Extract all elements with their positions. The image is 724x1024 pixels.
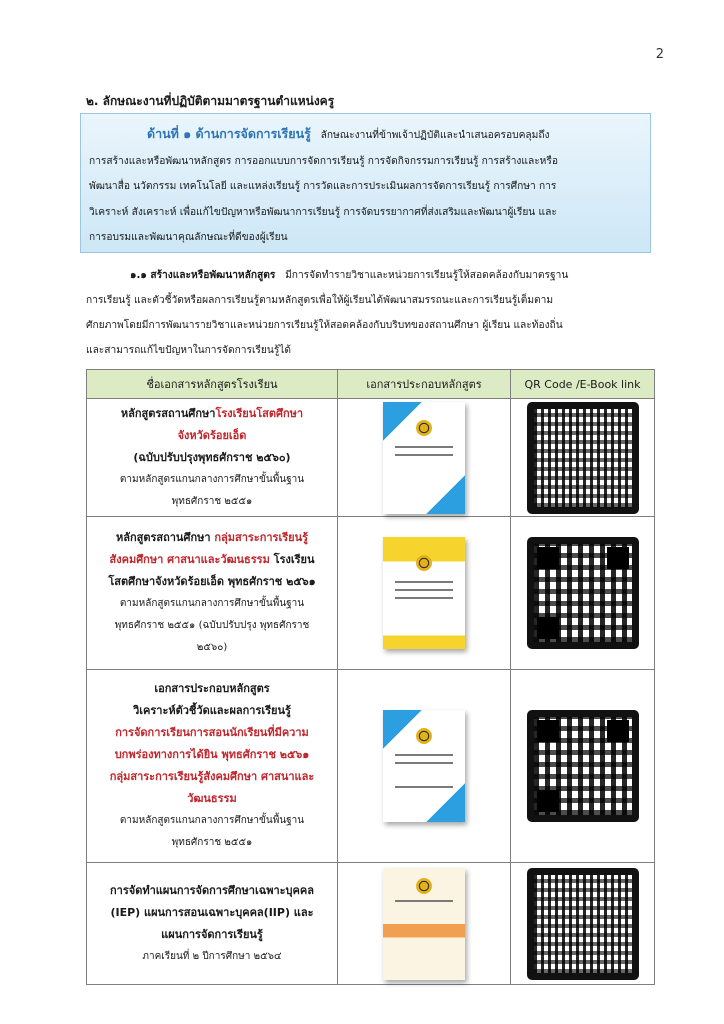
- intro-line-1: การเรียนรู้ และตัวชี้วัดหรือผลการเรียนรู้ตามหลักสูตรเพื่อให้ผู้เรียนได้พัฒนาสมรรถนะและการเรียนรู้เต็มตาม: [86, 295, 554, 306]
- school-emblem-icon: [416, 555, 432, 571]
- table-header-row: [87, 370, 655, 399]
- title-text-red: โรงเรียนโสตศึกษา: [215, 406, 304, 420]
- intro-paragraph: [86, 263, 654, 363]
- row-cover-cell: [338, 399, 511, 517]
- title-line: บกพร่องทางการได้ยิน พุทธศักราช ๒๕๖๑: [114, 748, 310, 761]
- header-document-name: ชื่อเอกสารหลักสูตรโรงเรียน: [87, 370, 338, 399]
- page-number: 2: [655, 47, 664, 62]
- title-line: จังหวัดร้อยเอ็ด: [177, 428, 247, 442]
- aspect-first-line: [89, 121, 642, 149]
- school-emblem-icon: [416, 420, 432, 436]
- title-text: โรงเรียน: [269, 553, 315, 566]
- intro-lead: ๑.๑ สร้างและหรือพัฒนาหลักสูตร: [130, 270, 276, 281]
- row-title-cell: [87, 670, 338, 863]
- title-line: (ฉบับปรับปรุงพุทธศักราช ๒๕๖๐): [133, 450, 291, 464]
- document-cover-image[interactable]: [383, 402, 465, 514]
- title-line: วิเคราะห์ตัวชี้วัดและผลการเรียนรู้: [133, 704, 291, 717]
- title-line: [87, 549, 337, 571]
- title-line: ตามหลักสูตรแกนกลางการศึกษาขั้นพื้นฐาน: [119, 473, 305, 485]
- title-line: โสตศึกษาจังหวัดร้อยเอ็ด พุทธศักราช ๒๕๖๑: [108, 575, 316, 588]
- title-text-red: กลุ่มสาระการเรียนรู้: [214, 531, 309, 544]
- row-qr-cell: [511, 863, 655, 985]
- title-text-red: สังคมศึกษา ศาสนาและวัฒนธรรม: [109, 553, 270, 566]
- aspect-line-0: ลักษณะงานที่ข้าพเจ้าปฏิบัติและนำเสนอครอบคลุมถึง: [320, 130, 550, 141]
- intro-line-0: มีการจัดทำรายวิชาและหน่วยการเรียนรู้ให้สอดคล้องกับมาตรฐาน: [285, 270, 569, 281]
- title-line: [87, 527, 337, 549]
- title-text: หลักสูตรสถานศึกษา: [115, 531, 215, 544]
- section-heading: ๒. ลักษณะงานที่ปฏิบัติตามมาตรฐานตำแหน่งครู: [86, 94, 335, 108]
- table-row: [87, 399, 655, 517]
- title-line: พุทธศักราช ๒๕๕๑ (ฉบับปรับปรุง พุทธศักราช: [114, 620, 310, 631]
- intro-first-line: [86, 263, 654, 288]
- title-line: การจัดทำแผนการจัดการศึกษาเฉพาะบุคคล: [110, 883, 314, 897]
- header-qr-link: QR Code /E-Book link: [511, 370, 655, 399]
- qr-code-image[interactable]: [527, 402, 639, 514]
- title-line: (IEP) แผนการสอนเฉพาะบุคคล(IIP) และ: [110, 905, 314, 919]
- document-cover-image[interactable]: [383, 537, 465, 649]
- aspect-line-4: การอบรมและพัฒนาคุณลักษณะที่ดีของผู้เรียน: [89, 232, 288, 243]
- title-line: ตามหลักสูตรแกนกลางการศึกษาขั้นพื้นฐาน: [119, 598, 305, 609]
- table-row: [87, 670, 655, 863]
- row-title-cell: [87, 399, 338, 517]
- title-text: หลักสูตรสถานศึกษา: [120, 406, 216, 420]
- qr-code-image[interactable]: [527, 868, 639, 980]
- aspect-title: ด้านที่ ๑ ด้านการจัดการเรียนรู้: [147, 126, 311, 141]
- row-title-cell: [87, 863, 338, 985]
- aspect-line-1: การสร้างและหรือพัฒนาหลักสูตร การออกแบบการจัดการเรียนรู้ การจัดกิจกรรมการเรียนรู้ การสร้างและหรือ: [89, 155, 558, 167]
- qr-code-image[interactable]: [527, 710, 639, 822]
- aspect-line-3: วิเคราะห์ สังเคราะห์ เพื่อแก้ไขปัญหาหรือพัฒนาการเรียนรู้ การจัดบรรยากาศที่ส่งเสริมและพัฒนาผู้เรียน และ: [89, 206, 557, 218]
- intro-line-3: และสามารถแก้ไขปัญหาในการจัดการเรียนรู้ได้: [86, 345, 292, 356]
- row-cover-cell: [338, 517, 511, 670]
- row-title-cell: [87, 517, 338, 670]
- title-line: พุทธศักราช ๒๕๕๑: [171, 495, 253, 507]
- title-line: เอกสารประกอบหลักสูตร: [154, 682, 270, 695]
- table-row: [87, 517, 655, 670]
- row-cover-cell: [338, 863, 511, 985]
- title-line: ภาคเรียนที่ ๒ ปีการศึกษา ๒๕๖๔: [142, 950, 282, 962]
- row-cover-cell: [338, 670, 511, 863]
- school-emblem-icon: [416, 728, 432, 744]
- row-qr-cell: [511, 670, 655, 863]
- title-line: พุทธศักราช ๒๕๕๑: [171, 837, 253, 848]
- title-line: การจัดการเรียนการสอนนักเรียนที่มีความ: [115, 726, 309, 739]
- title-line: แผนการจัดการเรียนรู้: [161, 927, 263, 941]
- title-line: ตามหลักสูตรแกนกลางการศึกษาขั้นพื้นฐาน: [119, 815, 305, 826]
- curriculum-table: [86, 369, 655, 985]
- title-line: [87, 403, 337, 425]
- qr-code-image[interactable]: [527, 537, 639, 649]
- table-row: [87, 863, 655, 985]
- aspect-line-2: พัฒนาสื่อ นวัตกรรม เทคโนโลยี และแหล่งเรียนรู้ การวัดและการประเมินผลการจัดการเรียนรู้ การศึกษา การ: [89, 181, 557, 192]
- row-qr-cell: [511, 517, 655, 670]
- row-qr-cell: [511, 399, 655, 517]
- document-cover-image[interactable]: [383, 710, 465, 822]
- document-cover-image[interactable]: [383, 868, 465, 980]
- aspect-box: [80, 113, 651, 253]
- title-line: กลุ่มสาระการเรียนรู้สังคมศึกษา ศาสนาและ: [109, 770, 315, 783]
- title-line: ๒๕๖๐): [196, 642, 228, 653]
- intro-line-2: ศักยภาพโดยมีการพัฒนารายวิชาและหน่วยการเรียนรู้ให้สอดคล้องกับบริบทของสถานศึกษา ผู้เรียน และท้องถิ่น: [86, 320, 563, 331]
- school-emblem-icon: [416, 878, 432, 894]
- title-line: วัฒนธรรม: [187, 792, 237, 805]
- header-supporting-docs: เอกสารประกอบหลักสูตร: [338, 370, 511, 399]
